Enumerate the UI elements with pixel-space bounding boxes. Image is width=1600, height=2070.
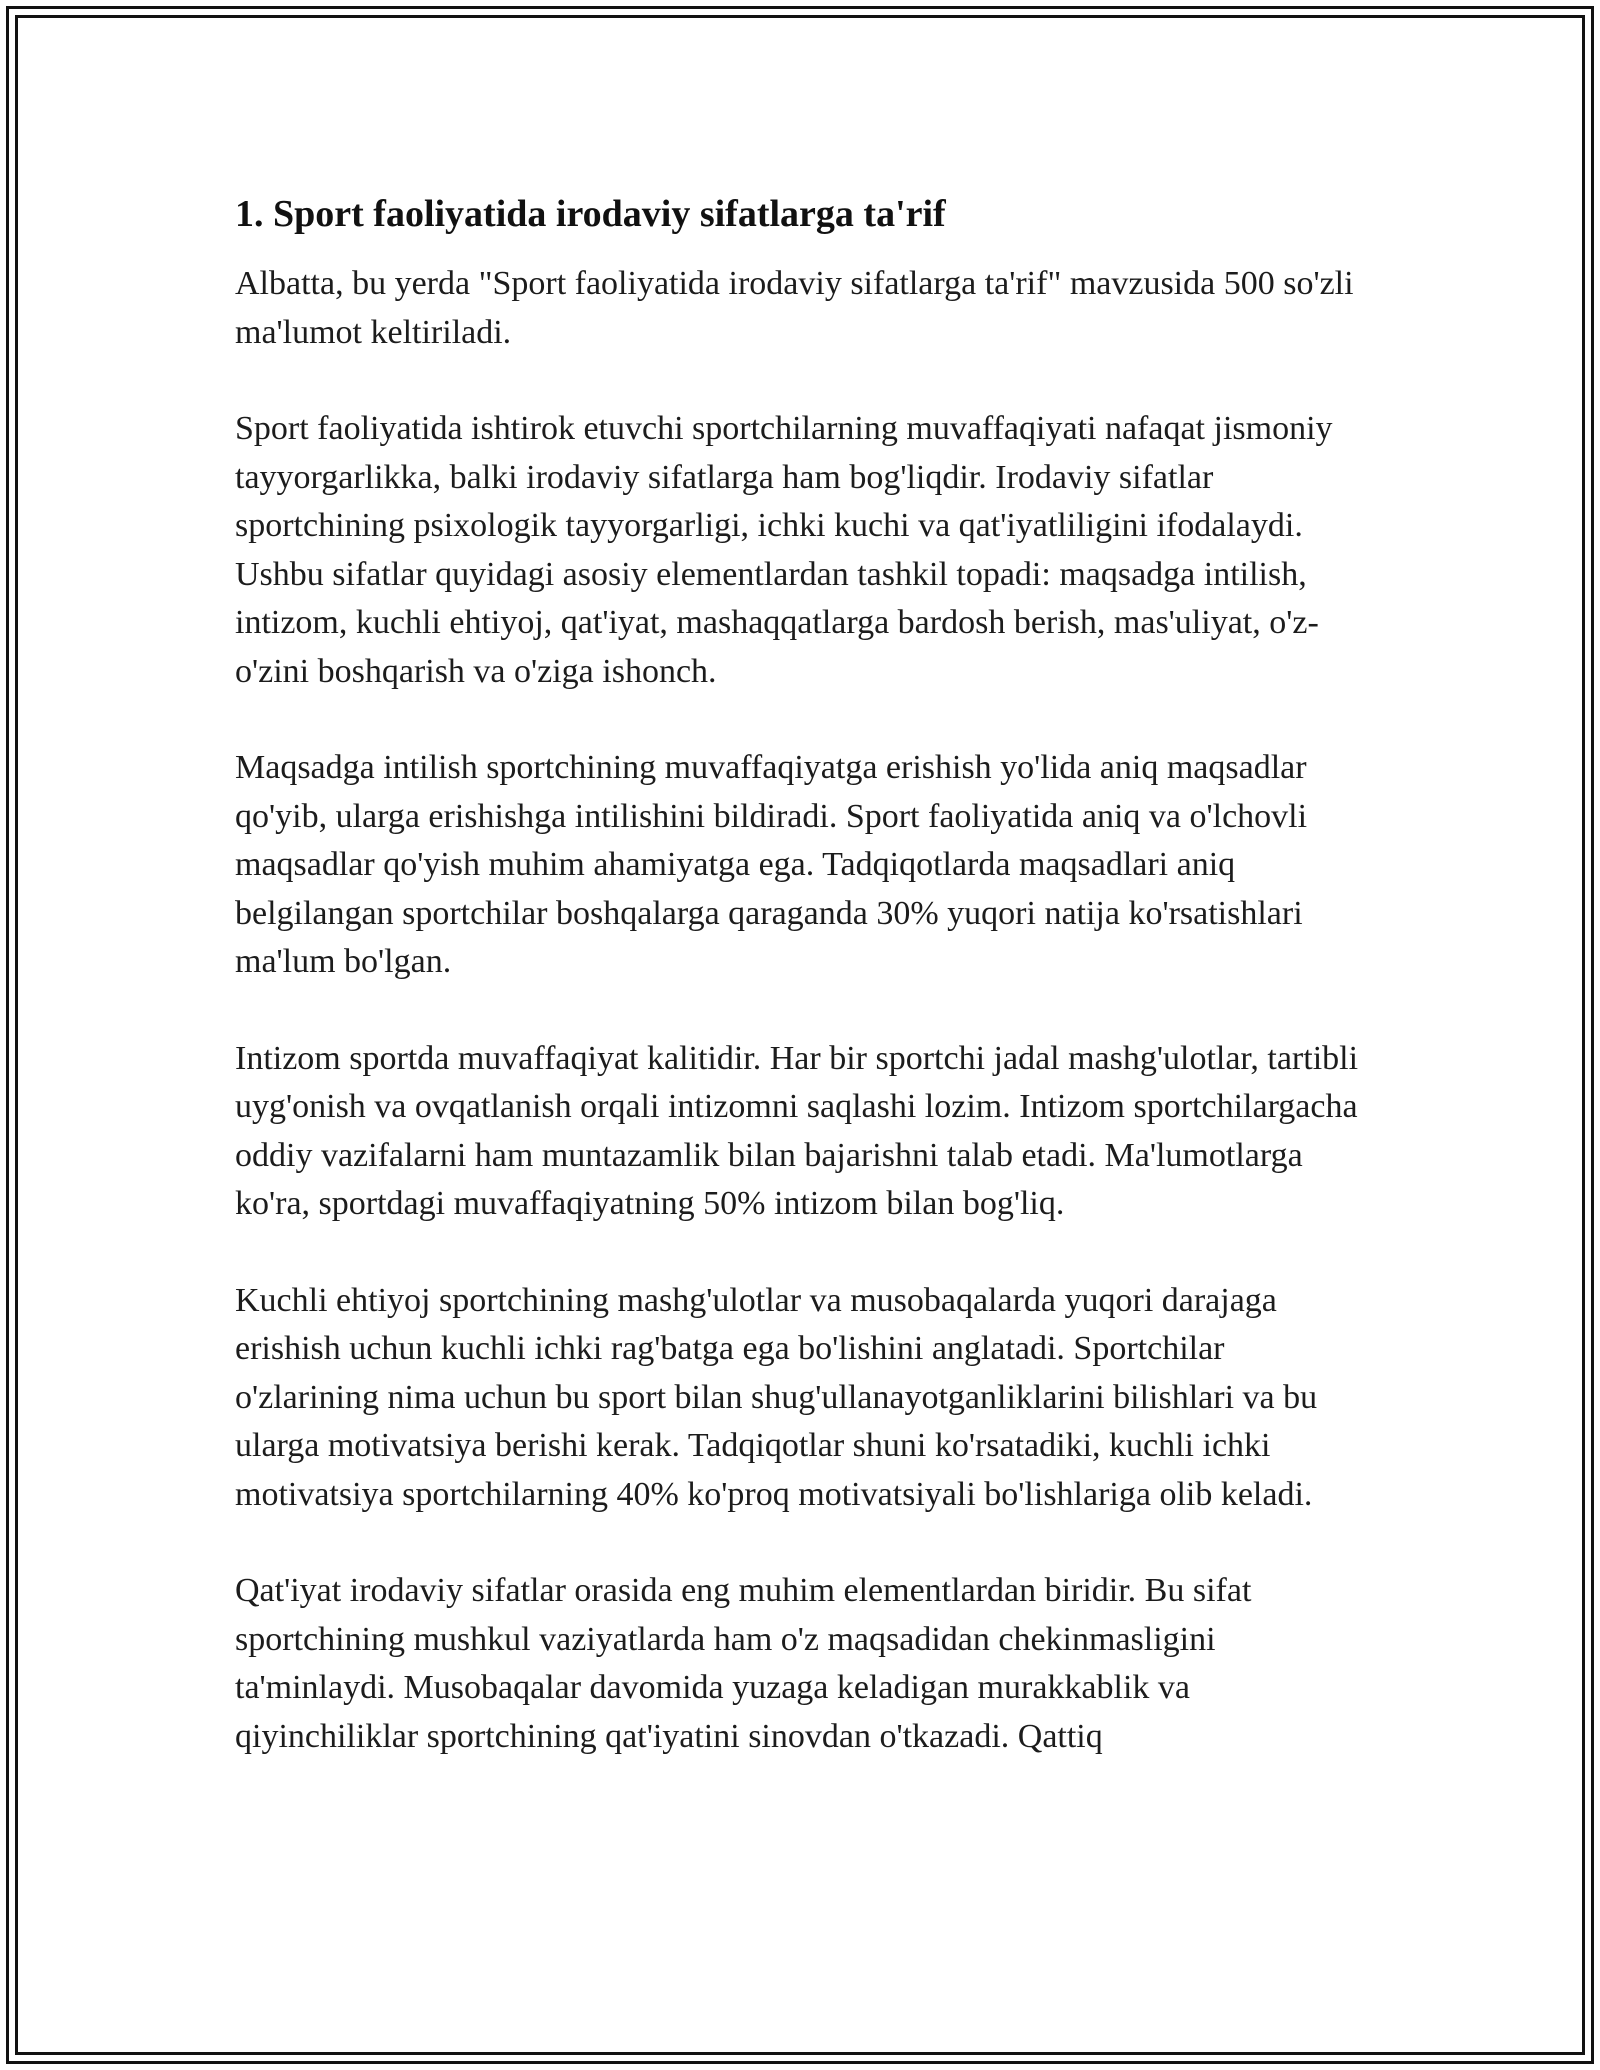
paragraph-strong-need: Kuchli ehtiyoj sportchining mashg'ulotlar va musobaqalarda yuqori darajaga erishish uchun kuchli ichki rag'batga ega bo'lishini anglatadi. Sportchilar o'zlarining nima uchun bu sport bilan shug'ullanayotganliklarini bilishlari va bu ularga motivatsiya berishi kerak. Tadqiqotlar shuni ko'rsatadiki, kuchli ichki motivatsiya sportchilarning 40% ko'proq motivatsiyali bo'lishlariga olib keladi. xyxy=(235,1281,1318,1513)
paragraph-discipline: Intizom sportda muvaffaqiyat kalitidir. Har bir sportchi jadal mashg'ulotlar, tartibli uyg'onish va ovqatlanish orqali intizomni saqlashi lozim. Intizom sportchilargacha oddiy vazifalarni ham muntazamlik bilan bajarishni talab etadi. Ma'lumotlarga ko'ra, sportdagi muvaffaqiyatning 50% intizom bilan bog'liq. xyxy=(235,1039,1359,1222)
section-heading: 1. Sport faoliyatida irodaviy sifatlarga ta'rif xyxy=(235,193,946,235)
paragraph-goal-orientation: Maqsadga intilish sportchining muvaffaqiyatga erishish yo'lida aniq maqsadlar qo'yib, ularga erishishga intilishini bildiradi. Sport faoliyatida aniq va o'lchovli maqsadlar qo'yish muhim ahamiyatga ega. Tadqiqotlarda maqsadlari aniq belgilangan sportchilar boshqalarga qaraganda 30% yuqori natija ko'rsatishlari ma'lum bo'lgan. xyxy=(235,749,1308,980)
paragraph-overview: Sport faoliyatida ishtirok etuvchi sportchilarning muvaffaqiyati nafaqat jismoniy tayyorgarlikka, balki irodaviy sifatlarga ham bog'liqdir. Irodaviy sifatlar sportchining psixologik tayyorgarligi, ichki kuchi va qat'iyatliligini ifodalaydi. Ushbu sifatlar quyidagi asosiy elementlardan tashkil topadi: maqsadga intilish, intizom, kuchli ehtiyoj, qat'iyat, mashaqqatlarga bardosh berish, mas'uliyat, o'z-o'zini boshqarish va o'ziga ishonch. xyxy=(235,410,1333,690)
document-body xyxy=(235,188,1375,1809)
paragraph-intro: Albatta, bu yerda "Sport faoliyatida irodaviy sifatlarga ta'rif" mavzusida 500 so'zli ma'lumot keltiriladi. xyxy=(235,265,1354,351)
paragraph-determination: Qat'iyat irodaviy sifatlar orasida eng muhim elementlardan biridir. Bu sifat sportchining mushkul vaziyatlarda ham o'z maqsadidan chekinmasligini ta'minlaydi. Musobaqalar davomida yuzaga keladigan murakkablik va qiyinchiliklar sportchining qat'iyatini sinovdan o'tkazadi. Qattiq xyxy=(235,1572,1252,1755)
